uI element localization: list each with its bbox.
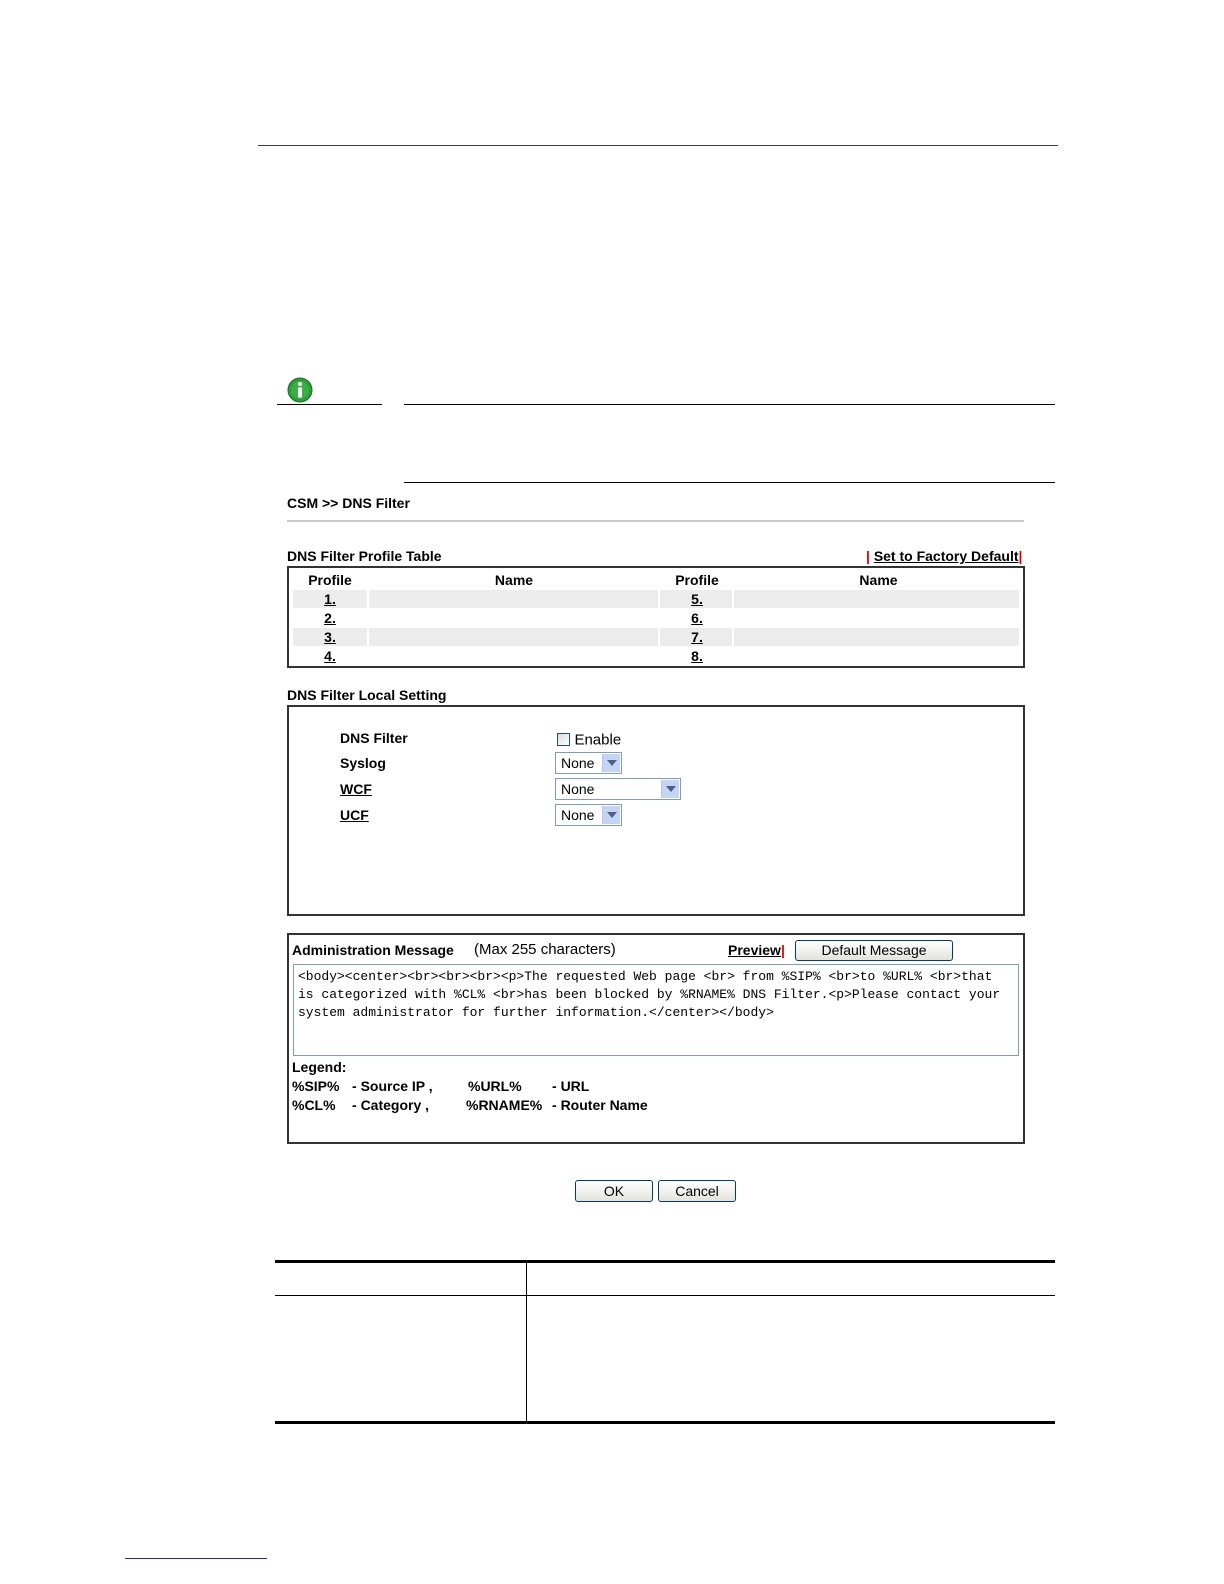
legend-row (292, 1097, 812, 1115)
syslog-select-value: None (561, 755, 595, 771)
table-row (293, 647, 1019, 665)
profile-table-title: DNS Filter Profile Table (287, 548, 442, 564)
doc-table-column-divider (526, 1262, 527, 1421)
admin-message-title: Administration Message (292, 942, 454, 958)
wcf-select[interactable] (555, 778, 681, 800)
wcf-link[interactable]: WCF (340, 781, 372, 797)
profile-link-1[interactable]: 1. (324, 591, 336, 607)
default-message-button[interactable]: Default Message (795, 940, 953, 961)
profile-link-4[interactable]: 4. (324, 648, 336, 664)
cell-separator (367, 590, 369, 608)
table-header-row (293, 571, 1019, 589)
legend-code: %RNAME% (466, 1097, 543, 1113)
admin-message-textarea[interactable]: <body><center><br><br><br><p>The requested Web page <br> from %SIP% <br>to %URL% <br>that is categorized with %CL% <br>has been blocked by %RNAME% DNS Filter.<p>Please contact your system administrator for further information.</center></body> (293, 964, 1019, 1056)
header-profile-right: Profile (675, 572, 719, 588)
profile-link-2[interactable]: 2. (324, 610, 336, 626)
ucf-select[interactable] (555, 804, 622, 826)
link-separator: | (866, 548, 870, 564)
note-rule-short (277, 404, 382, 405)
legend-code: %URL% (468, 1078, 522, 1094)
breadcrumb: CSM >> DNS Filter (287, 495, 410, 511)
note-rule-bottom (404, 482, 1055, 483)
profile-link-5[interactable]: 5. (691, 591, 703, 607)
enable-checkbox[interactable] (557, 733, 570, 746)
header-name-left: Name (494, 572, 534, 588)
footer-rule (125, 1558, 267, 1559)
header-profile-left: Profile (308, 572, 352, 588)
header-name-right: Name (859, 572, 898, 588)
doc-table-top-rule (275, 1260, 1055, 1263)
link-separator: | (1018, 548, 1023, 564)
enable-checkbox-group (557, 731, 621, 749)
breadcrumb-divider (287, 520, 1024, 522)
cell-separator (367, 628, 369, 646)
legend-desc: - Source IP , (352, 1078, 433, 1094)
link-separator: | (780, 942, 785, 958)
syslog-select[interactable] (555, 752, 622, 774)
factory-default-group (866, 548, 1022, 564)
chevron-down-icon (602, 806, 620, 824)
cell-separator (732, 590, 734, 608)
enable-label: Enable (574, 731, 622, 749)
table-row (293, 628, 1019, 646)
legend-code: %SIP% (292, 1078, 340, 1094)
set-factory-default-link[interactable]: Set to Factory Default (873, 548, 1019, 564)
local-setting-panel (287, 705, 1025, 916)
ucf-select-value: None (561, 807, 595, 823)
profile-table (287, 566, 1025, 668)
info-icon (287, 377, 313, 403)
admin-message-panel (287, 933, 1025, 1144)
header-rule (258, 145, 1058, 146)
legend-code: %CL% (292, 1097, 336, 1113)
ucf-link[interactable]: UCF (340, 807, 369, 823)
legend-desc: - URL (552, 1078, 590, 1094)
preview-group (728, 942, 785, 958)
note-rule-top (404, 404, 1055, 405)
wcf-select-value: None (561, 781, 595, 797)
chevron-down-icon (661, 780, 679, 798)
ok-button[interactable]: OK (575, 1180, 653, 1202)
table-row (293, 590, 1019, 608)
chevron-down-icon (602, 754, 620, 772)
table-row (293, 609, 1019, 627)
profile-link-6[interactable]: 6. (691, 610, 703, 626)
preview-link[interactable]: Preview (728, 942, 781, 958)
profile-link-8[interactable]: 8. (691, 648, 703, 664)
cell-separator (732, 628, 734, 646)
legend-title: Legend: (292, 1059, 347, 1075)
doc-table-bottom-rule (275, 1421, 1055, 1424)
profile-link-3[interactable]: 3. (324, 629, 336, 645)
legend-row (292, 1078, 812, 1096)
doc-table-header-rule (275, 1295, 1055, 1296)
max-chars-note: (Max 255 characters) (474, 941, 616, 958)
local-setting-title: DNS Filter Local Setting (287, 687, 447, 703)
dns-filter-label: DNS Filter (340, 730, 408, 746)
syslog-label: Syslog (340, 755, 386, 771)
legend-desc: - Category , (352, 1097, 430, 1113)
cancel-button[interactable]: Cancel (658, 1180, 736, 1202)
profile-link-7[interactable]: 7. (691, 629, 703, 645)
legend-desc: - Router Name (552, 1097, 648, 1113)
